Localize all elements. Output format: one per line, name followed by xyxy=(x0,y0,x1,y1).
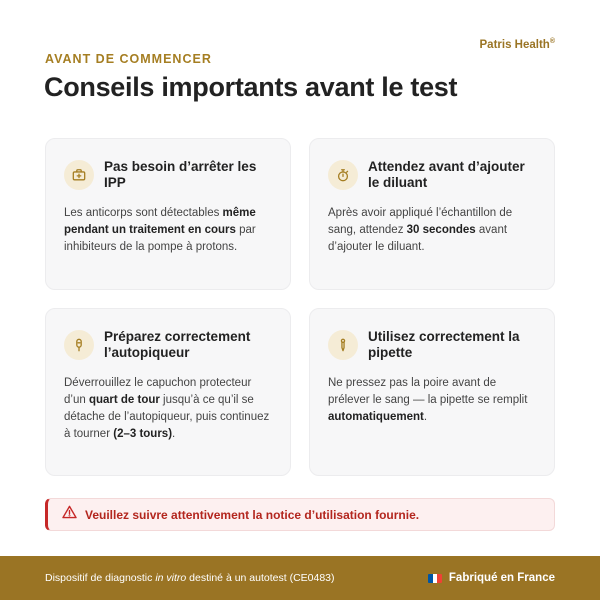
tip-card-lancet xyxy=(45,308,291,476)
tip-card-text: Les anticorps sont détectables même pendant un traitement en cours par inhibiteurs de la pompe à protons. xyxy=(64,207,256,253)
footer xyxy=(0,556,600,600)
tip-card-text: Ne pressez pas la poire avant de prélever le sang — la pipette se remplit automatiquement. xyxy=(328,377,528,423)
tip-card-wait xyxy=(309,138,555,290)
french-flag-icon xyxy=(428,574,442,583)
section-eyebrow: AVANT DE COMMENCER xyxy=(45,52,212,66)
warning-text: Veuillez suivre attentivement la notice d’utilisation fournie. xyxy=(85,507,420,522)
tip-card-text: Déverrouillez le capuchon protecteur d’un quart de tour jusqu’à ce qu’il se détache de l’autopiqueur, puis continuez à tourner (2–3 tours). xyxy=(64,377,270,440)
tip-card-text: Après avoir appliqué l’échantillon de sang, attendez 30 secondes avant d’ajouter le diluant. xyxy=(328,207,513,253)
medical-kit-icon xyxy=(64,160,94,190)
tip-card-pipette xyxy=(309,308,555,476)
tip-card-title: Attendez avant d’ajouter le diluant xyxy=(368,159,525,190)
lancet-icon xyxy=(64,330,94,360)
footer-disclaimer: Dispositif de diagnostic in vitro destiné à un autotest (CE0483) xyxy=(45,572,335,584)
brand-logo: Patris Health® xyxy=(479,38,555,51)
tip-card-title: Pas besoin d’arrêter les IPP xyxy=(104,159,257,190)
tip-card-title: Utilisez correctement la pipette xyxy=(368,329,520,360)
tip-card-ipp xyxy=(45,138,291,290)
warning-banner xyxy=(45,498,555,531)
made-in-france: Fabriqué en France xyxy=(428,572,555,584)
tip-card-title: Préparez correctement l’autopiqueur xyxy=(104,329,251,360)
warning-triangle-icon xyxy=(62,505,77,524)
stopwatch-icon xyxy=(328,160,358,190)
pipette-icon xyxy=(328,330,358,360)
page-title: Conseils importants avant le test xyxy=(44,72,458,102)
